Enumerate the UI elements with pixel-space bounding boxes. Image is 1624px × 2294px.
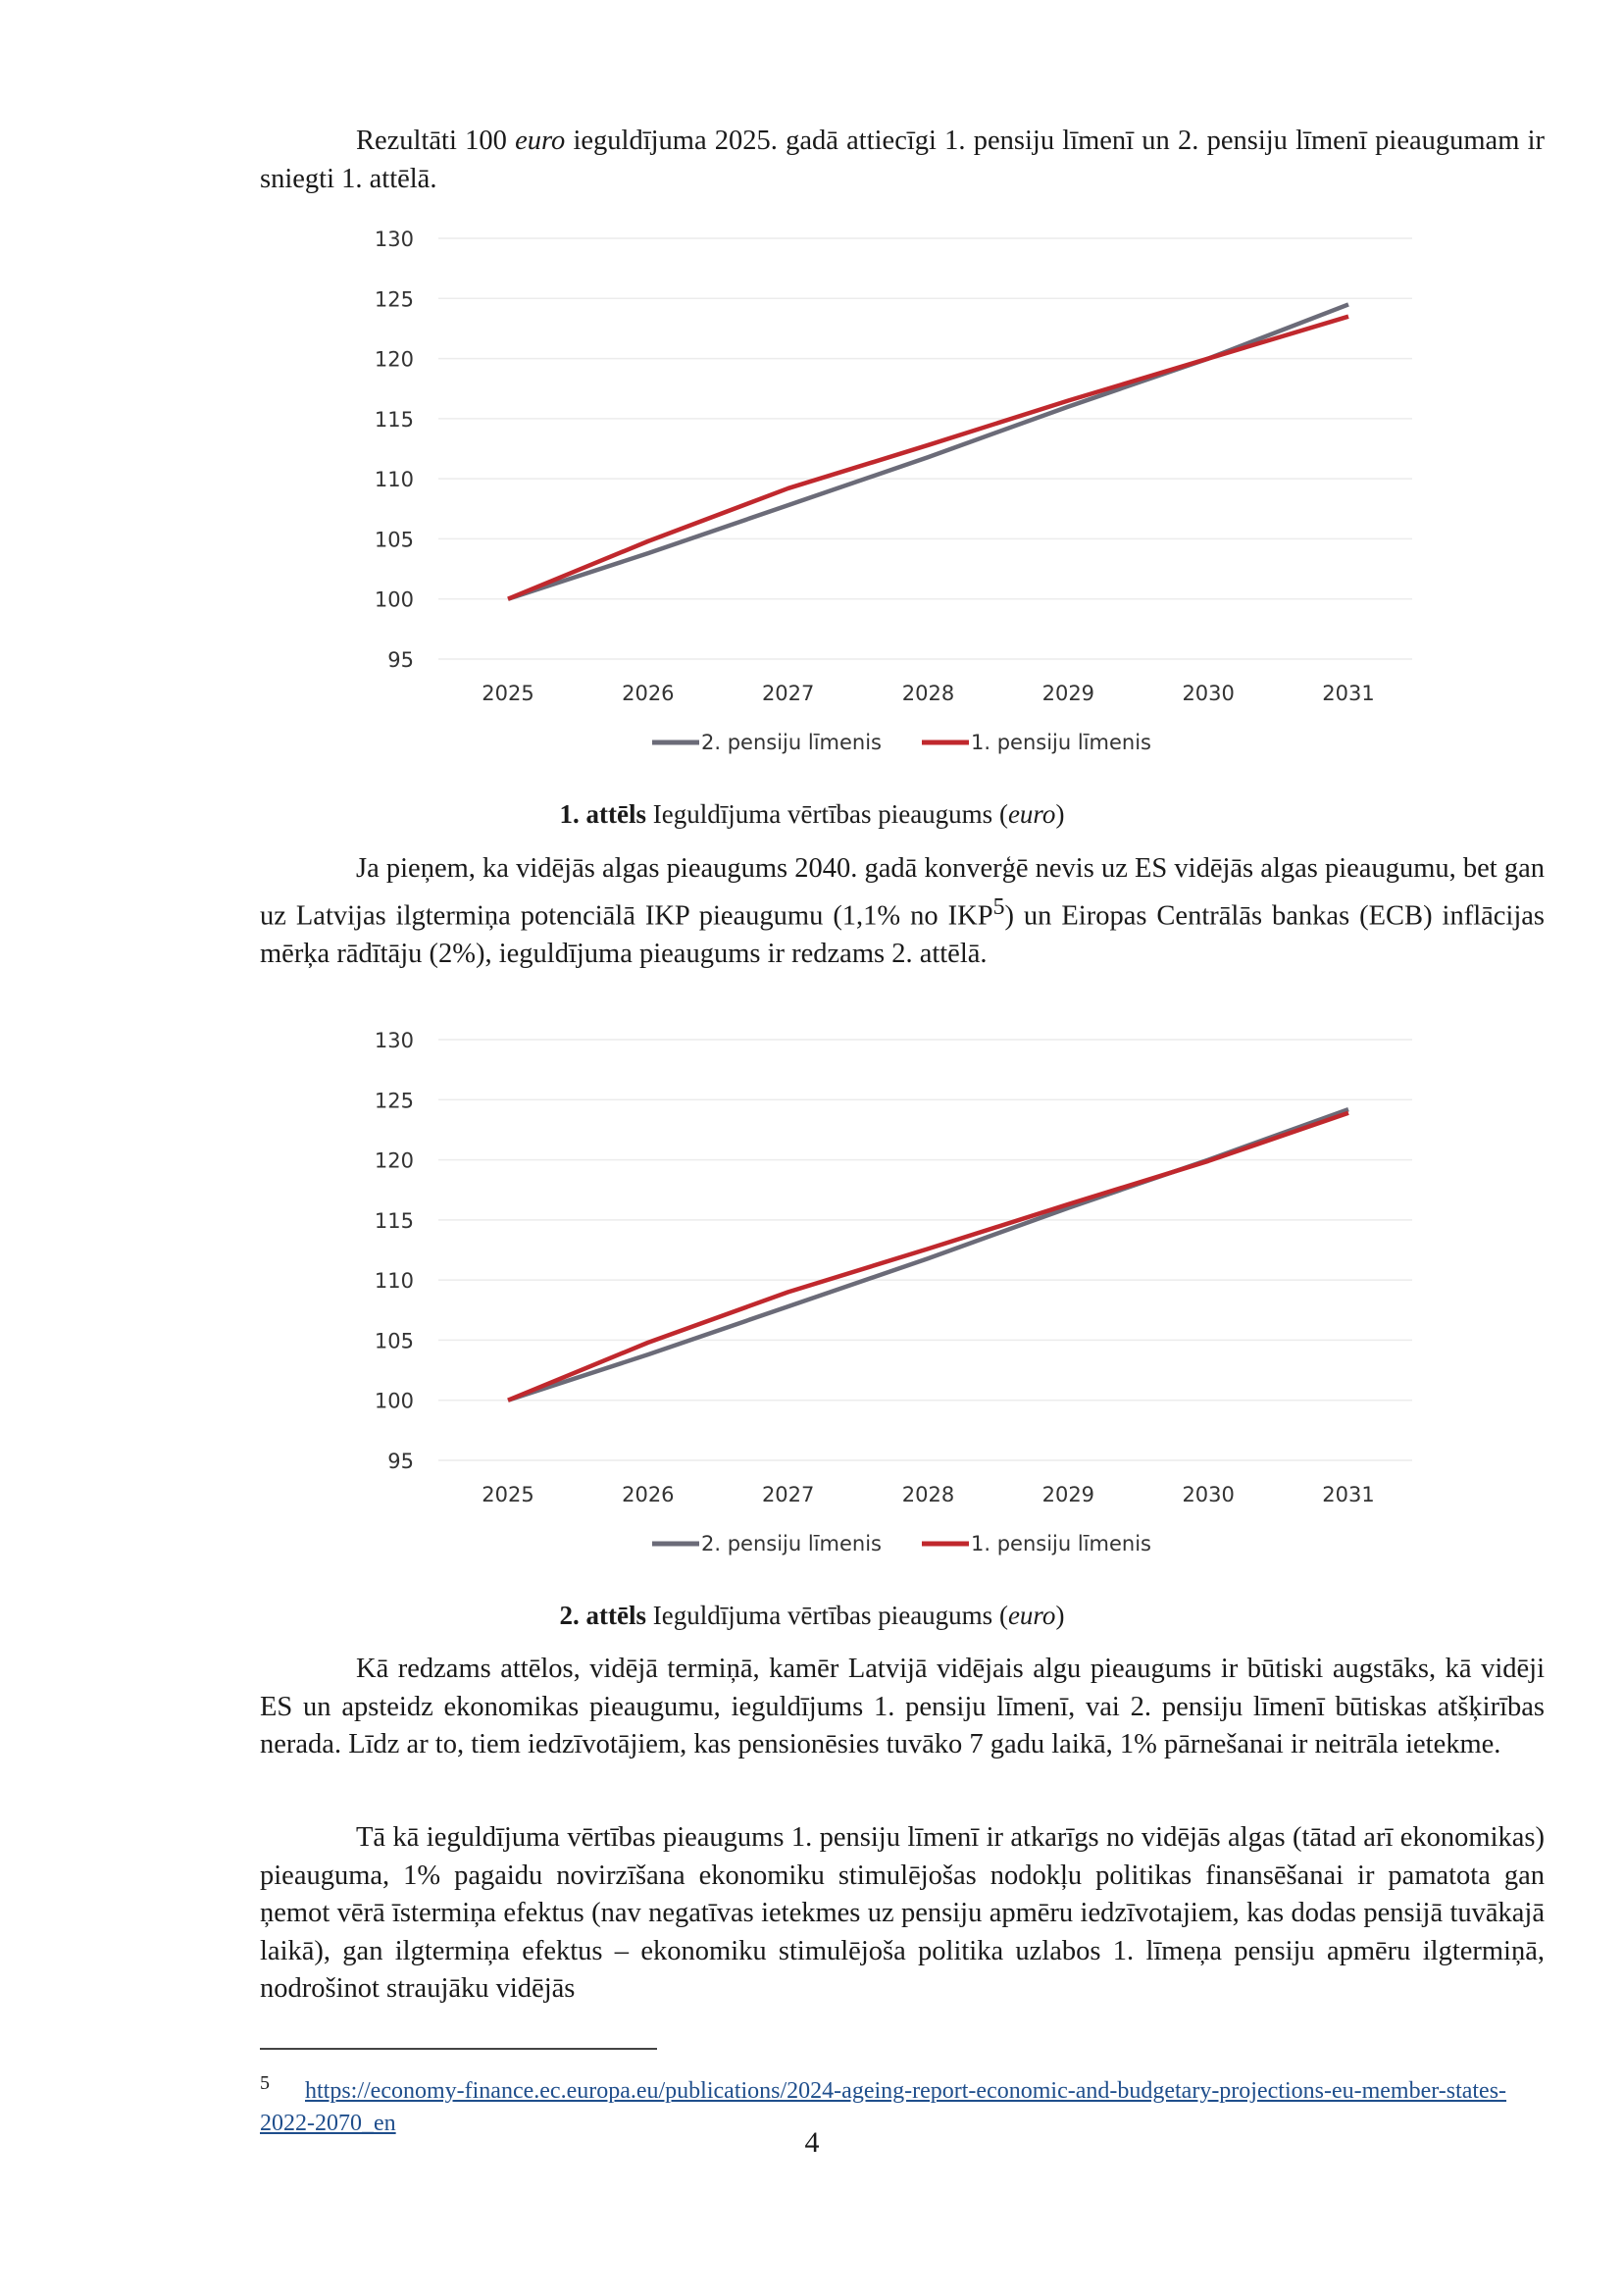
- text: ieguldījuma 2025. gadā attiecīgi 1. pensiju līmenī un 2. pensiju līmenī pieaugumam ir sniegti 1. attēlā.: [260, 126, 1545, 194]
- caption-text: ): [1055, 799, 1065, 829]
- x-tick-label: 2029: [1041, 682, 1095, 705]
- y-tick-label: 130: [374, 228, 414, 251]
- y-tick-label: 115: [374, 1208, 414, 1233]
- y-tick-label: 105: [374, 1329, 414, 1353]
- y-tick-label: 130: [374, 1029, 414, 1052]
- y-tick-label: 125: [374, 1089, 414, 1113]
- figure-caption-2: [0, 1601, 1624, 1631]
- legend-label: 2. pensiju līmenis: [701, 1532, 882, 1555]
- x-tick-label: 2030: [1182, 682, 1235, 705]
- y-tick-label: 120: [374, 1148, 414, 1173]
- page-number: 4: [804, 2126, 820, 2159]
- caption-number: 1. attēls: [559, 799, 647, 829]
- x-tick-label: 2031: [1322, 682, 1375, 705]
- x-tick-label: 2028: [901, 682, 955, 705]
- x-tick-label: 2028: [901, 1483, 955, 1506]
- text: ) un Eiropas Centrālās bankas (ECB) inflācijas mērķa rādītāju (2%), ieguldījuma pieaugums ir redzams 2. attēlā.: [260, 900, 1545, 969]
- x-tick-label: 2027: [761, 682, 815, 705]
- x-tick-label: 2029: [1041, 1483, 1095, 1506]
- x-tick-label: 2025: [482, 1483, 534, 1506]
- text: Rezultāti 100: [356, 126, 516, 156]
- x-tick-label: 2027: [761, 1483, 815, 1506]
- x-tick-label: 2026: [622, 1483, 675, 1506]
- caption-text: Ieguldījuma vērtības pieaugums (: [646, 799, 1008, 829]
- legend-label: 1. pensiju līmenis: [971, 1532, 1151, 1555]
- caption-text: euro: [1007, 799, 1056, 829]
- caption-text: Ieguldījuma vērtības pieaugums (: [646, 1601, 1008, 1630]
- text: Ja pieņem, ka vidējās algas pieaugums 2040. gadā konverģē nevis uz ES vidējās algas pieaugumu, bet gan uz Latvijas ilgtermiņa potenciālā IKP pieaugumu (1,1% no IKP: [260, 853, 1545, 931]
- legend-label: 2. pensiju līmenis: [701, 731, 882, 754]
- y-tick-label: 125: [374, 287, 414, 312]
- x-tick-label: 2026: [622, 682, 675, 705]
- x-tick-label: 2030: [1182, 1483, 1235, 1506]
- chart-2: [0, 1017, 1624, 1586]
- series-line-2. pensiju līmenis: [508, 1109, 1348, 1401]
- chart-1: [0, 216, 1624, 785]
- paragraph-4: Tā kā ieguldījuma vērtības pieaugums 1. pensiju līmenī ir atkarīgs no vidējās algas (tātad arī ekonomikas) pieauguma, 1% pagaidu novirzīšana ekonomiku stimulējošas nodokļu politikas finansēšanai ir pamatota gan ņemot vērā īstermiņa efektus (nav negatīvas ietekmes uz pensiju apmēru iedzīvotajiem, kas dodas pensijā tuvākajā laikā), gan ilgtermiņa efektus – ekonomiku stimulējoša politika uzlabos 1. līmeņa pensiju apmēru ilgtermiņā, nodrošinot straujāku vidējās: [260, 1822, 1545, 2004]
- footnote-ref[interactable]: 5: [992, 893, 1005, 920]
- footnote-link[interactable]: https://economy-finance.ec.europa.eu/publications/2024-ageing-report-economic-and-budgetary-projections-eu-member-states-2022-2070_en: [260, 2078, 1507, 2136]
- x-tick-label: 2031: [1322, 1483, 1375, 1506]
- y-tick-label: 120: [374, 347, 414, 372]
- y-tick-label: 100: [374, 1389, 414, 1413]
- paragraph-3: Kā redzams attēlos, vidējā termiņā, kamēr Latvijā vidējais algu pieaugums ir būtiski augstāks, kā vidēji ES un apsteidz ekonomikas pieaugumu, ieguldījums 1. pensiju līmenī, vai 2. pensiju līmenī būtiskas atšķirības nerada. Līdz ar to, tiem iedzīvotājiem, kas pensionēsies tuvāko 7 gadu laikā, 1% pārnešanai ir neitrāla ietekme.: [260, 1654, 1545, 1759]
- y-tick-label: 100: [374, 587, 414, 612]
- y-tick-label: 95: [387, 1450, 414, 1473]
- legend-label: 1. pensiju līmenis: [971, 731, 1151, 754]
- y-tick-label: 95: [387, 648, 414, 672]
- intro-paragraph: [260, 123, 1545, 198]
- series-line-2. pensiju līmenis: [508, 304, 1348, 598]
- caption-number: 2. attēls: [559, 1601, 647, 1630]
- x-tick-label: 2025: [482, 682, 534, 705]
- figure-caption-1: [0, 799, 1624, 830]
- y-tick-label: 110: [374, 1269, 414, 1294]
- caption-text: ): [1055, 1601, 1065, 1630]
- y-tick-label: 110: [374, 468, 414, 492]
- footnote-mark: 5: [260, 2072, 270, 2094]
- y-tick-label: 105: [374, 528, 414, 552]
- footnote-divider: [260, 2048, 657, 2050]
- paragraph-2: [260, 850, 1545, 973]
- text: euro: [515, 126, 566, 156]
- caption-text: euro: [1007, 1601, 1056, 1630]
- y-tick-label: 115: [374, 407, 414, 432]
